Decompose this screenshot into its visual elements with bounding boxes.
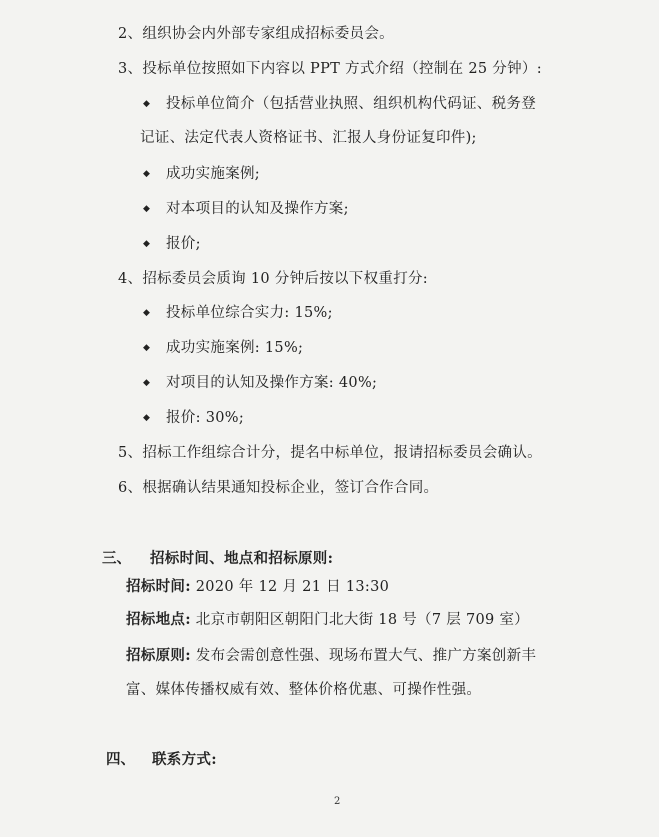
bid-place (126, 611, 529, 629)
step3-bullet-1: 投标单位简介（包括营业执照、组织机构代码证、税务登 (166, 96, 536, 112)
bid-place-label: 招标地点: (126, 611, 191, 628)
item-step-6: 6、根据确认结果通知投标企业，签订合作合同。 (118, 480, 439, 496)
page-number: 2 (334, 796, 341, 807)
step3-bullet-4: 报价; (166, 236, 201, 252)
bullet-icon: ◆ (143, 343, 150, 353)
section-4-title: 联系方式: (152, 751, 217, 768)
bullet-icon: ◆ (143, 239, 150, 249)
step4-bullet-4: 报价: 30%; (166, 410, 245, 426)
bid-principle-continued: 富、媒体传播权威有效、整体价格优惠、可操作性强。 (126, 682, 482, 698)
item-step-3: 3、投标单位按照如下内容以 PPT 方式介绍（控制在 25 分钟）: (118, 61, 542, 77)
item-step-2: 2、组织协会内外部专家组成招标委员会。 (118, 26, 394, 42)
item-step-5: 5、招标工作组综合计分，提名中标单位，报请招标委员会确认。 (118, 445, 542, 461)
step4-bullet-3: 对项目的认知及操作方案: 40%; (166, 375, 378, 391)
bid-place-value: 北京市朝阳区朝阳门北大街 18 号（7 层 709 室） (195, 612, 530, 628)
bullet-icon: ◆ (143, 204, 150, 214)
step4-bullet-1: 投标单位综合实力: 15%; (166, 305, 333, 321)
bid-time-value: 2020 年 12 月 21 日 13:30 (195, 579, 390, 595)
step3-bullet-1-continued: 记证、法定代表人资格证书、汇报人身份证复印件); (140, 130, 477, 146)
step3-bullet-2: 成功实施案例; (166, 166, 260, 182)
bid-principle-value: 发布会需创意性强、现场布置大气、推广方案创新丰 (195, 648, 537, 664)
bid-principle (126, 647, 536, 665)
bullet-icon: ◆ (143, 99, 150, 109)
item-step-4: 4、招标委员会质询 10 分钟后按以下权重打分: (118, 271, 428, 287)
bid-time (126, 578, 389, 596)
bullet-icon: ◆ (143, 413, 150, 423)
bullet-icon: ◆ (143, 378, 150, 388)
bid-time-label: 招标时间: (126, 578, 191, 595)
bullet-icon: ◆ (143, 308, 150, 318)
section-3-title: 招标时间、地点和招标原则: (150, 550, 334, 567)
step3-bullet-3: 对本项目的认知及操作方案; (166, 201, 349, 217)
bullet-icon: ◆ (143, 169, 150, 179)
section-4-number: 四、 (106, 751, 135, 768)
step4-bullet-2: 成功实施案例: 15%; (166, 340, 304, 356)
bid-principle-label: 招标原则: (126, 647, 191, 664)
section-3-number: 三、 (102, 550, 131, 567)
